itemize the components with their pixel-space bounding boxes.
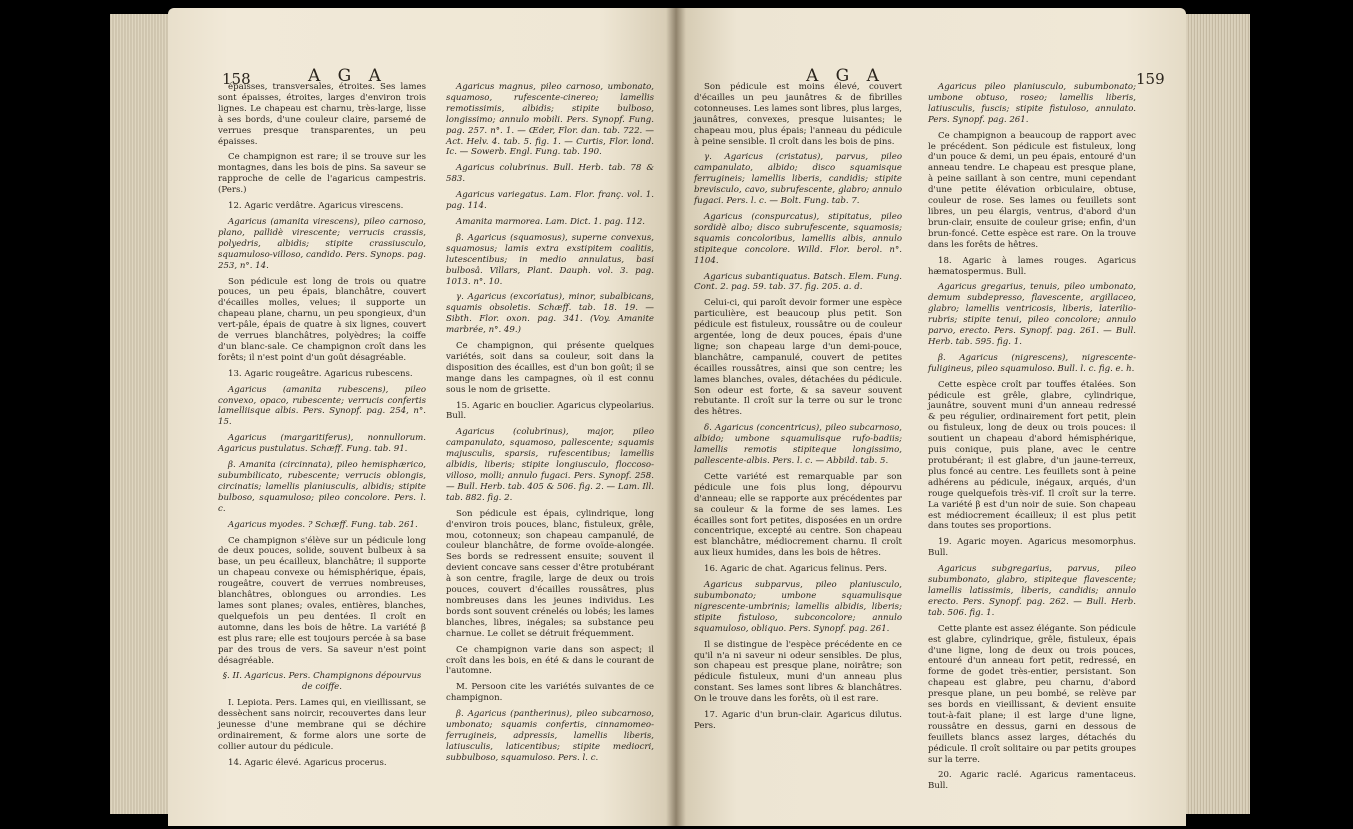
paragraph: γ. Agaricus (cristatus), parvus, pileo campanulato, albido; disco squamisque ferrugineis; lamellis liberis, candidis; stipite brevisculo, cavo, subrufescente, glabro; annulo fugaci. Pers. l. c. — Bolt. Fung. tab. 7. bbox=[694, 152, 902, 207]
paragraph: Agaricus variegatus. Lam. Flor. franç. vol. 1. pag. 114. bbox=[446, 190, 654, 212]
right-page-number: 159 bbox=[1136, 70, 1165, 88]
paragraph: 19. Agaric moyen. Agaricus mesomorphus. Bull. bbox=[928, 537, 1136, 559]
paragraph: §. II. Agaricus. Pers. Champignons dépourvus de coiffe. bbox=[222, 671, 422, 693]
paragraph: 16. Agaric de chat. Agaricus felinus. Pers. bbox=[704, 564, 887, 575]
paragraph: Agaricus (margaritiferus), nonnullorum. Agaricus pustulatus. Schæff. Fung. tab. 91. bbox=[218, 433, 426, 455]
paragraph: Agaricus pileo planiusculo, subumbonato; umbone obtuso, roseo; lamellis liberis, latiusculis, fuscis; stipite fistuloso, annulato. Pers. Synopf. pag. 261. bbox=[928, 82, 1136, 125]
paragraph: I. Lepiota. Pers. Lames qui, en vieillissant, se dessèchent sans noircir, recouvertes dans leur jeunesse d'une membrane qui se déchire ordinairement, & forme alors une sorte de collier autour du pédicule. bbox=[218, 698, 426, 752]
paragraph: Amanita marmorea. Lam. Dict. 1. pag. 112. bbox=[456, 216, 646, 227]
paragraph: Son pédicule est long de trois ou quatre pouces, un peu épais, blanchâtre, couvert d'écailles molles, velues; il supporte un chapeau plane, charnu, un peu spongieux, d'un vert-pâle, épais de quatre à six lignes, couvert de verrues blanchâtres, polyèdres; la coiffe d'un blanc-sale. Ce champignon croît dans les forêts; il n'est point d'un goût désagréable. bbox=[218, 276, 426, 363]
left-page bbox=[168, 8, 676, 826]
paragraph: Agaricus gregarius, tenuis, pileo umbonato, demum subdepresso, flavescente, argillaceo, glabro; lamellis ventricosis, liberis, laterilio-rubris; stipite tenui, pileo concolore; annulo parvo, erecto. Pers. Synopf. pag. 261. — Bull. Herb. tab. 595. fig. 1. bbox=[928, 282, 1136, 347]
left-running-head: A G A bbox=[308, 66, 387, 86]
right-column-1 bbox=[694, 82, 902, 737]
paragraph: γ. Agaricus (excoriatus), minor, subalbicans, squamis obsoletis. Schæff. tab. 18. 19. — Sibth. Flor. oxon. pag. 341. (Voy. Amanite marbrée, n°. 49.) bbox=[446, 292, 654, 336]
paragraph: Cette variété est remarquable par son pédicule une fois plus long, dépourvu d'anneau; elle se rapporte aux précédentes par sa couleur & la forme de ses lames. Les écailles sont fort petites, disposées en un ordre concentrique, excepté au centre. Son chapeau est blanchâtre, médiocrement charnu. Il croît aux lieux humides, dans les bois de hêtres. bbox=[694, 471, 902, 559]
right-running-head: A G A bbox=[806, 66, 885, 86]
paragraph: β. Agaricus (nigrescens), nigrescente-fuligineus, pileo squamuloso. Bull. l. c. fig. e. h. bbox=[928, 352, 1136, 374]
right-column-2 bbox=[928, 82, 1136, 797]
paragraph: β. Agaricus (squamosus), superne convexus, squamosus; lamis extra exstipitem coalitis, lutescentibus; in medio annulatus, basi bulbosâ. Villars, Plant. Dauph. vol. 3. pag. 1013. n°. 10. bbox=[446, 232, 654, 287]
paragraph: Agaricus (amanita virescens), pileo carnoso, plano, pallidè virescente; verrucis crassis, polyedris, albidis; stipite crassiusculo, squamuloso-villoso, candido. Pers. Synops. pag. 253, n°. 14. bbox=[218, 216, 426, 271]
paragraph: β. Amanita (circinnata), pileo hemisphærico, subumbilicato, rubescente; verrucis oblongis, circinatis; lamellis planiusculis, albidis; stipite bulboso, squamuloso; pileo concolore. Pers. l. c. bbox=[218, 460, 426, 514]
left-column-2 bbox=[446, 82, 654, 769]
paragraph: Agaricus (colubrinus), major, pileo campanulato, squamoso, pallescente; squamis majusculis, sparsis, rufescentibus; lamellis albidis, liberis; stipite longiusculo, floccoso-villoso, molli; annulo fugaci. Pers. Synopf. 258. — Bull. Herb. tab. 405 & 506. fig. 2. — Lam. Ill. tab. 882. fig. 2. bbox=[446, 427, 654, 503]
paragraph: Cette espèce croît par touffes étalées. Son pédicule est grêle, glabre, cylindrique, jaunâtre, souvent muni d'un anneau redressé & peu régulier, ordinairement fort petit, plein ou fistuleux, long de deux ou trois pouces: il soutient un chapeau d'abord hémisphérique, puis conique, puis plane, avec le centre protubérant; il est glabre, d'un jaune-terreux, plus foncé au centre. Les feuillets sont à peine adhérens au pédicule, inégaux, arqués, d'un rouge quelquefois très-vif. Il croît sur la terre. La variété β est d'un noir de suie. Son chapeau est médiocrement écailleux; il est plus petit dans toutes ses proportions. bbox=[928, 379, 1136, 532]
paragraph: Ce champignon est rare; il se trouve sur les montagnes, dans les bois de pins. Sa saveur se rapproche de celle de l'agaricus campestris. (Pers.) bbox=[218, 152, 426, 196]
paragraph: Agaricus (conspurcatus), stipitatus, pileo sordidè albo; disco subrufescente, squamosis; squamis concoloribus, lamellis albis, annulo stipiteque concolore. Willd. Flor. berol. n°. 1104. bbox=[694, 211, 902, 266]
paragraph: 14. Agaric élevé. Agaricus procerus. bbox=[228, 757, 387, 768]
paragraph: 20. Agaric raclé. Agaricus ramentaceus. Bull. bbox=[928, 770, 1136, 792]
paragraph: 13. Agaric rougeâtre. Agaricus rubescens. bbox=[228, 368, 413, 379]
paragraph: 12. Agaric verdâtre. Agaricus virescens. bbox=[228, 201, 404, 212]
paragraph: Ce champignon s'élève sur un pédicule long de deux pouces, solide, souvent bulbeux à sa base, un peu écailleux, blanchâtre; il supporte un chapeau convexe ou hémisphérique, épais, rougeâtre, couvert de verrues nombreuses, blanchâtres, oblongues ou arrondies. Les lames sont planes; ovales, entières, blanches, quelquefois un peu dentées. Il croît en automne, dans les bois de hêtre. La variété β est plus rare; elle est toujours percée à sa base par des trous de vers. Sa saveur n'est point désagréable. bbox=[218, 535, 426, 666]
paragraph: Ce champignon, qui présente quelques variétés, soit dans sa couleur, soit dans la disposition des écailles, est d'un bon goût; il se mange dans les campagnes, où il est connu sous le nom de grisette. bbox=[446, 341, 654, 395]
left-column-1 bbox=[218, 82, 426, 774]
paragraph: Agaricus subparvus, pileo planiusculo, subumbonato; umbone squamulisque nigrescente-umbrinis; lamellis albidis, liberis; stipite fistuloso, subconcolore; annulo squamuloso, obliquo. Pers. Synopf. pag. 261. bbox=[694, 580, 902, 634]
paragraph: Agaricus magnus, pileo carnoso, umbonato, squamoso, rufescente-cinereo; lamellis remotissimis, albidis; stipite bulboso, longissimo; annulo mobili. Pers. Synopf. Fung. pag. 257. n°. 1. — Œder, Flor. dan. tab. 722. — Act. Helv. 4. tab. 5. fig. 1. — Curtis, Flor. lond. Ic. — Sowerb. Engl. Fung. tab. 190. bbox=[446, 82, 654, 158]
paragraph: Ce champignon a beaucoup de rapport avec le précédent. Son pédicule est fistuleux, long d'un pouce & demi, un peu épais, entouré d'un anneau tendre. Le chapeau est presque plane, à peine saillant à son centre, muni cependant d'une petite élévation orbiculaire, obtuse, couleur de rose. Ses lames ou feuillets sont libres, un peu élargis, ventrus, d'abord d'un brun-clair, ensuite de couleur grise; enfin, d'un brun-foncé. Cette espèce est rare. On la trouve dans les forêts de hêtres. bbox=[928, 130, 1136, 250]
paragraph: Il se distingue de l'espèce précédente en ce qu'il n'a ni saveur ni odeur sensibles. De plus, son chapeau est presque plane, noirâtre; son pédicule fistuleux, muni d'un anneau plus constant. Ses lames sont libres & blanchâtres. On le trouve dans les forêts, où il est rare. bbox=[694, 639, 902, 705]
paragraph: Agaricus subgregarius, parvus, pileo subumbonato, glabro, stipiteque flavescente; lamellis latissimis, liberis, candidis; annulo erecto. Pers. Synopf. pag. 262. — Bull. Herb. tab. 506. fig. 1. bbox=[928, 564, 1136, 618]
paragraph: Son pédicule est moins élevé, couvert d'écailles un peu jaunâtres & de fibrilles cotonneuses. Les lames sont libres, plus larges, jaunâtres, convexes, presque luisantes; le chapeau mou, plus épais; l'anneau du pédicule à peine sensible. Il croît dans les bois de pins. bbox=[694, 82, 902, 147]
paragraph: Son pédicule est épais, cylindrique, long d'environ trois pouces, blanc, fistuleux, grêle, mou, cotonneux; son chapeau campanulé, de couleur blanchâtre, de forme ovoïde-alongée. Ses bords se redressent ensuite; souvent il devient concave sans cesser d'être protubérant à son centre, fragile, large de deux ou trois pouces, couvert d'écailles roussâtres, plus nombreuses dans les jeunes individus. Les bords sont souvent crénelés ou lobés; les lames blanches, libres, inégales; sa substance peu charnue. Le collet se détruit fréquemment. bbox=[446, 508, 654, 639]
paragraph: Celui-ci, qui paroît devoir former une espèce particulière, est beaucoup plus petit. Son pédicule est fistuleux, roussâtre ou de couleur argentée, long de deux pouces, épais d'une ligne; son chapeau large d'un demi-pouce, blanchâtre, campanulé, couvert de petites écailles roussâtres, ainsi que son centre; les lames blanches, ovales, détachées du pédicule. Son odeur est forte, & sa saveur souvent rebutante. Il croît sur la terre ou sur le tronc des hêtres. bbox=[694, 298, 902, 418]
paragraph: Agaricus subantiquatus. Batsch. Elem. Fung. Cont. 2. pag. 59. tab. 37. fig. 205. a. d. bbox=[694, 271, 902, 293]
book-gutter bbox=[666, 8, 686, 826]
paragraph: 18. Agaric à lames rouges. Agaricus hæmatospermus. Bull. bbox=[928, 255, 1136, 277]
right-page bbox=[676, 8, 1186, 826]
paragraph: Cette plante est assez élégante. Son pédicule est glabre, cylindrique, grêle, fistuleux, épais d'une ligne, long de deux ou trois pouces, entouré d'un anneau fort petit, redressé, en forme de godet très-entier, persistant. Son chapeau est glabre, peu charnu, d'abord presque plane, un peu bombé, se relève par ses bords en vieillissant, & devient ensuite tout-à-fait plane; il est large d'une ligne, roussâtre en dessus, garni en dessous de feuillets blancs assez larges, détachés du pédicule. Il croît solitaire ou par petits groupes sur la terre. bbox=[928, 623, 1136, 765]
paragraph: épaisses, transversales, étroites. Ses lames sont épaisses, étroites, larges d'environ trois lignes. Le chapeau est charnu, très-large, lisse à ses bords, d'une couleur claire, parsemé de verrues presque transparentes, un peu épaisses. bbox=[218, 82, 426, 147]
paragraph: 15. Agaric en bouclier. Agaricus clypeolarius. Bull. bbox=[446, 400, 654, 422]
paragraph: δ. Agaricus (concentricus), pileo subcarnoso, albido; umbone squamulisque rufo-badiis; lamellis remotis stipiteque longissimo, pallescente-albis. Pers. l. c. — Abbild. tab. 5. bbox=[694, 423, 902, 466]
paragraph: Agaricus colubrinus. Bull. Herb. tab. 78 & 583. bbox=[446, 163, 654, 185]
paragraph: 17. Agaric d'un brun-clair. Agaricus dilutus. Pers. bbox=[694, 710, 902, 731]
left-page-number: 158 bbox=[222, 70, 251, 88]
paragraph: M. Persoon cite les variétés suivantes de ce champignon. bbox=[446, 682, 654, 704]
paragraph: Ce champignon varie dans son aspect; il croît dans les bois, en été & dans le courant de l'automne. bbox=[446, 644, 654, 677]
paragraph: β. Agaricus (pantherinus), pileo subcarnoso, umbonato; squamis confertis, cinnamomeo-ferrugineis, adpressis, lamellis liberis, latiusculis, laticentibus; stipite mediocri, subbulboso, squamuloso. Pers. l. c. bbox=[446, 709, 654, 763]
paragraph: Agaricus (amanita rubescens), pileo convexo, opaco, rubescente; verrucis confertis lamelliisque albis. Pers. Synopf. pag. 254, n°. 15. bbox=[218, 384, 426, 428]
paragraph: Agaricus myodes. ? Schæff. Fung. tab. 261. bbox=[228, 519, 418, 530]
